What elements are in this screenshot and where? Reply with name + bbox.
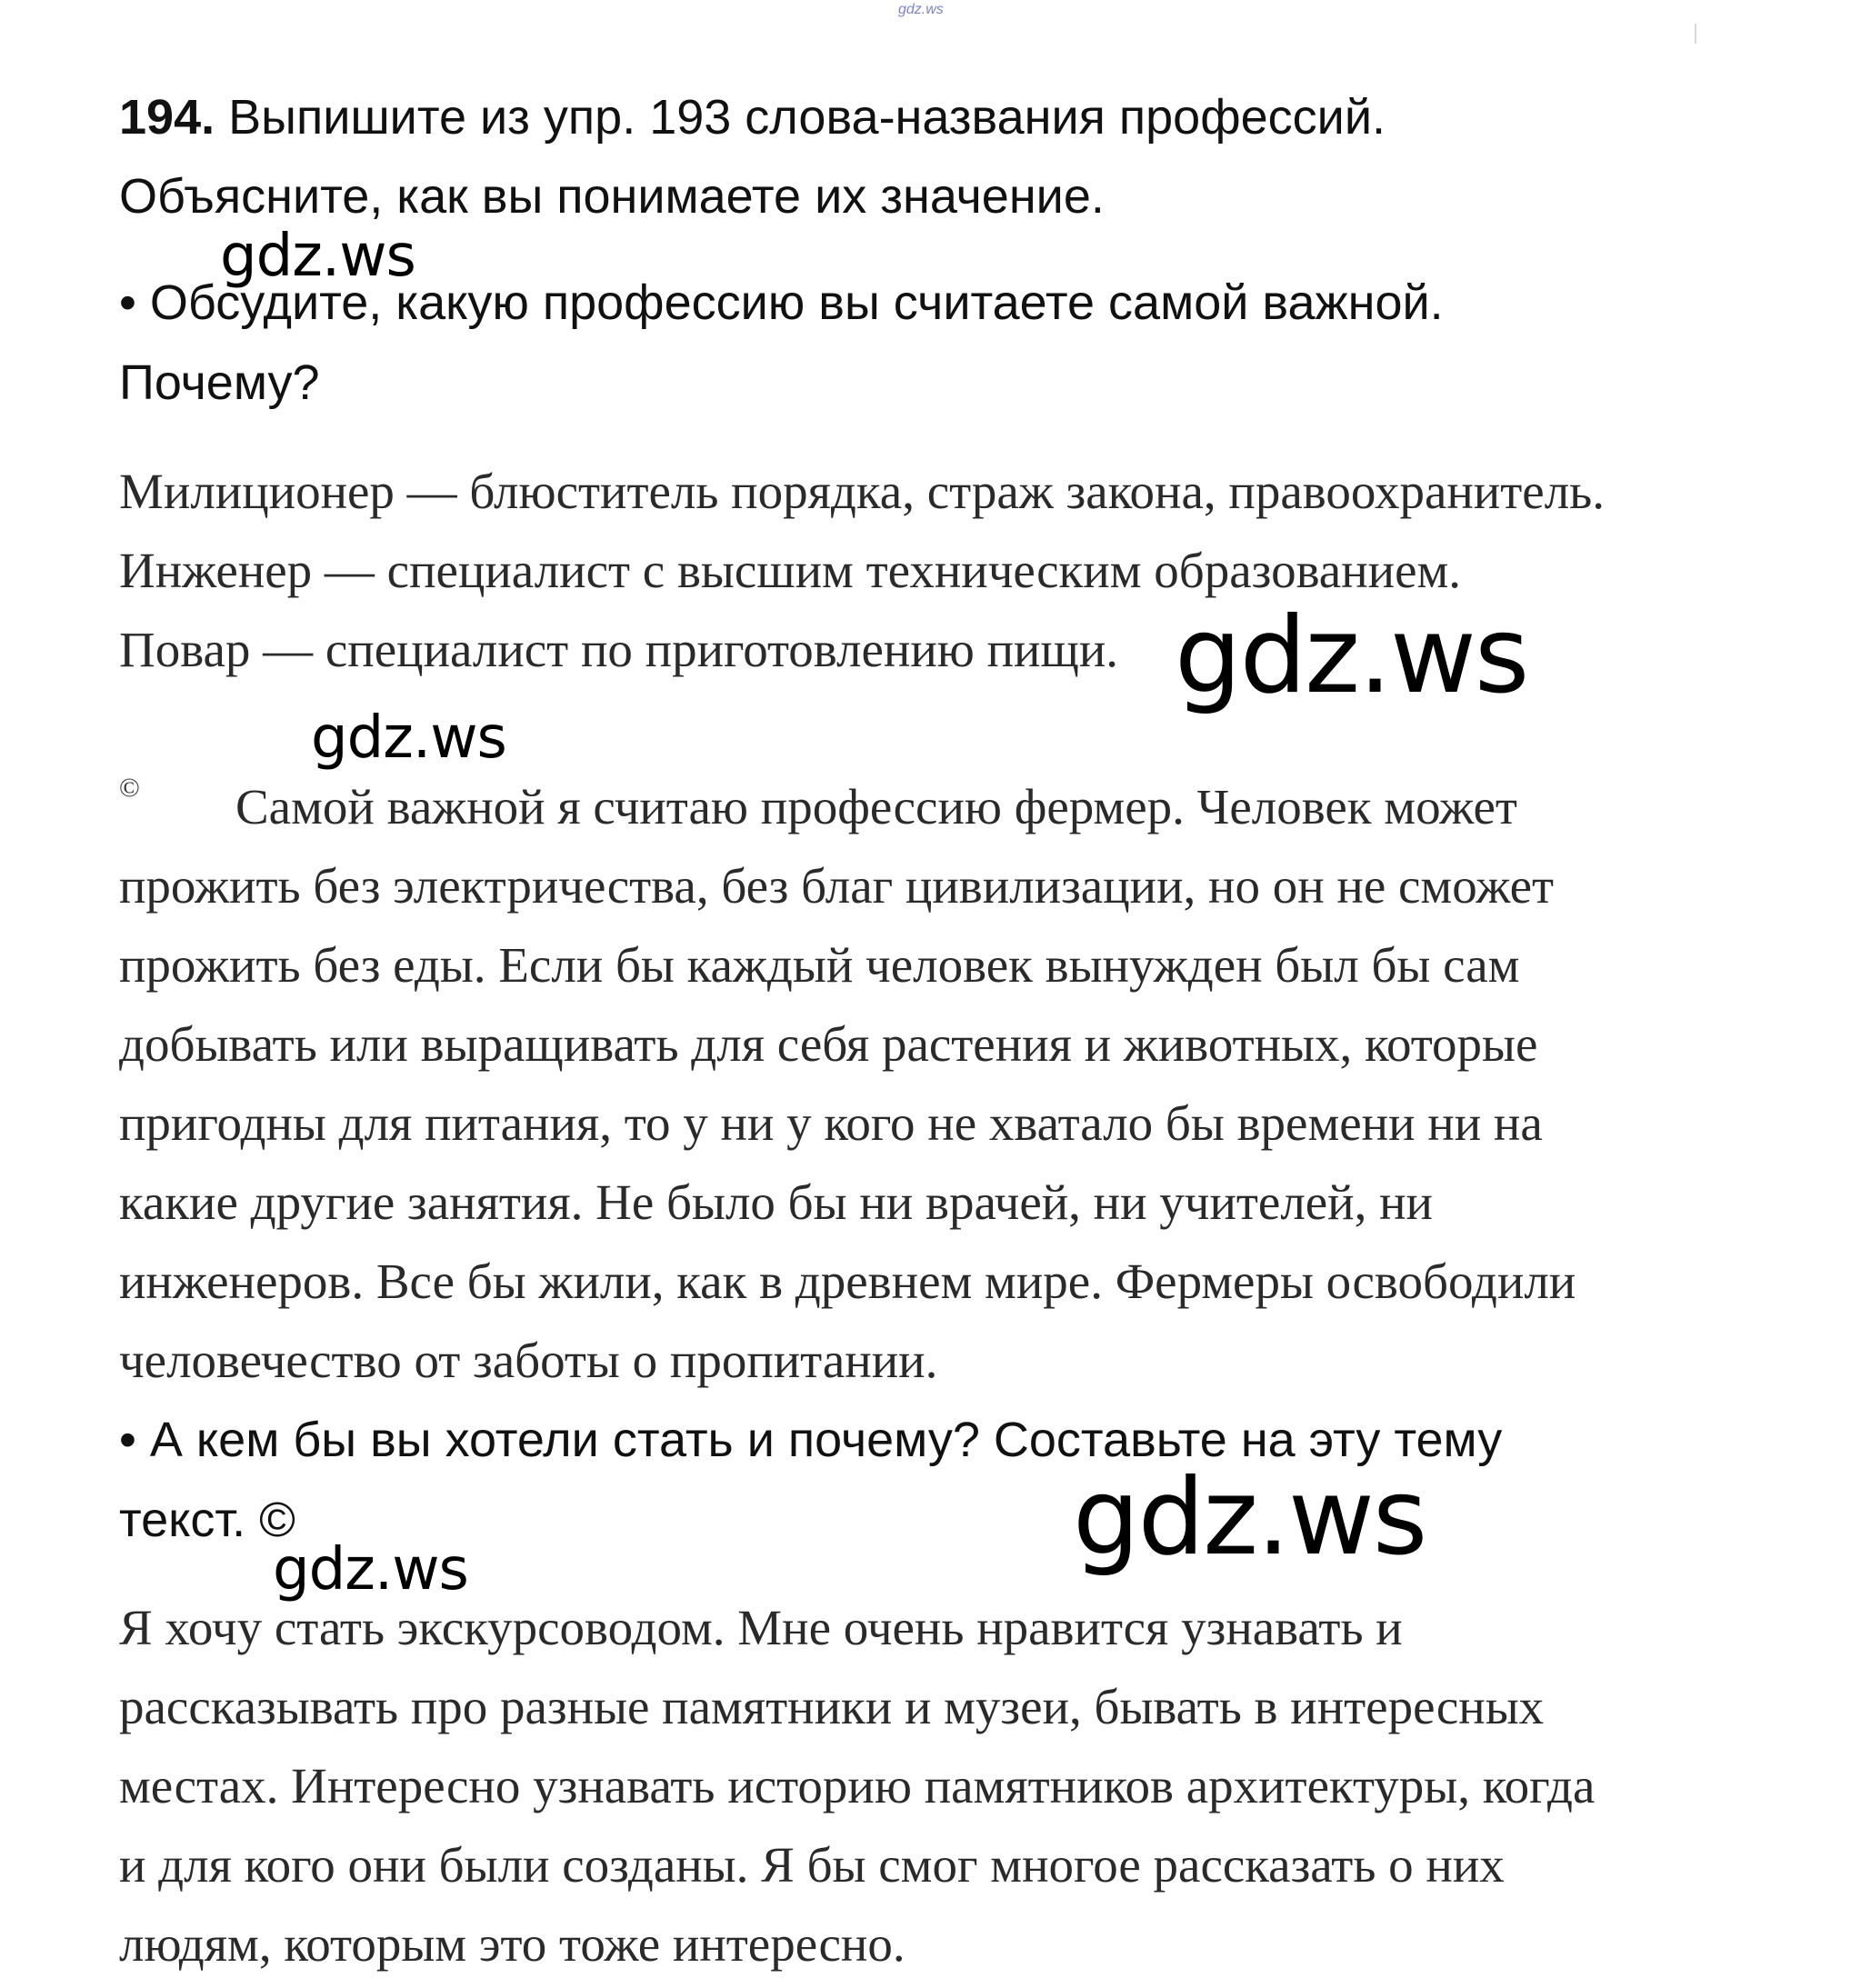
answer1-line-7: инженеров. Все бы жили, как в древнем мире. Фермеры освободили (119, 1254, 1576, 1309)
top-watermark: gdz.ws (898, 2, 944, 17)
definition-1: Милиционер — блюститель порядка, страж закона, правоохранитель. (119, 464, 1605, 519)
copyright-mark: © (119, 773, 140, 803)
task-line-3: • Обсудите, какую профессию вы считаете самой важной. (119, 275, 1444, 330)
page-edge-mark (1695, 24, 1696, 44)
task-line-4: Почему? (119, 355, 320, 410)
watermark-4: gdz.ws (1073, 1456, 1426, 1579)
answer1-line-1: Самой важной я считаю профессию фермер. Человек может (235, 779, 1517, 834)
answer1-line-6: какие другие занятия. Не было бы ни врачей, ни учителей, ни (119, 1174, 1433, 1230)
watermark-1: gdz.ws (220, 223, 415, 290)
watermark-3: gdz.ws (311, 704, 506, 772)
answer1-line-3: прожить без еды. Если бы каждый человек вынужден был бы сам (119, 937, 1520, 993)
task-text-1: Выпишите из упр. 193 слова-названия профессий. (228, 90, 1386, 145)
task-line-1 (119, 90, 1386, 145)
watermark-5: gdz.ws (273, 1536, 468, 1603)
task-number: 194. (119, 90, 215, 145)
task-line-2: Объясните, как вы понимаете их значение. (119, 169, 1105, 224)
task2-line-2: текст. © (119, 1493, 295, 1547)
answer1-line-5: пригодны для питания, то у ни у кого не хватало бы времени ни на (119, 1095, 1543, 1151)
answer2-line-5: людям, которым это тоже интересно. (119, 1916, 905, 1972)
task2-line-1: • А кем бы вы хотели стать и почему? Составьте на эту тему (119, 1413, 1503, 1467)
answer2-line-2: рассказывать про разные памятники и музеи, бывать в интересных (119, 1679, 1545, 1734)
definition-3: Повар — специалист по приготовлению пищи. (119, 622, 1119, 677)
watermark-2: gdz.ws (1175, 594, 1528, 717)
answer1-line-2: прожить без электричества, без благ цивилизации, но он не сможет (119, 858, 1555, 914)
definition-2: Инженер — специалист с высшим техническим образованием. (119, 543, 1462, 598)
answer2-line-3: местах. Интересно узнавать историю памятников архитектуры, когда (119, 1758, 1596, 1813)
answer1-line-4: добывать или выращивать для себя растения и животных, которые (119, 1016, 1538, 1072)
answer2-line-4: и для кого они были созданы. Я бы смог многое рассказать о них (119, 1837, 1505, 1893)
answer1-line-8: человечество от заботы о пропитании. (119, 1333, 938, 1388)
answer2-line-1: Я хочу стать экскурсоводом. Мне очень нравится узнавать и (119, 1600, 1403, 1655)
